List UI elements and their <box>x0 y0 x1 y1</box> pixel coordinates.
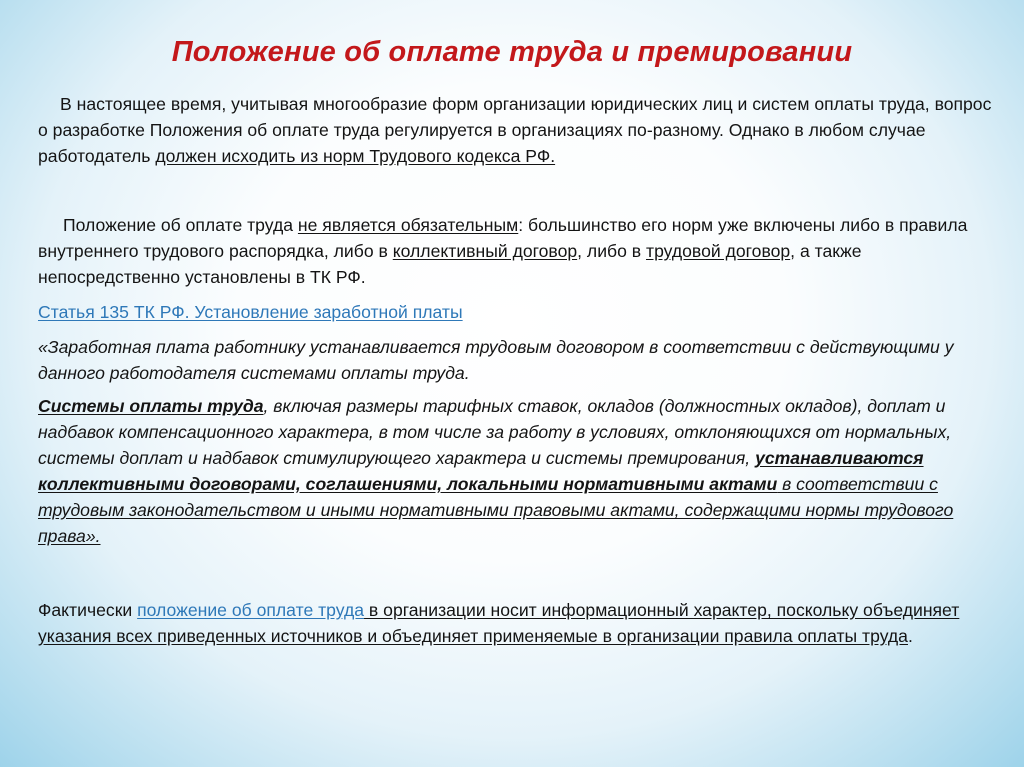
quote-salary <box>38 334 998 386</box>
paragraph-intro <box>38 91 998 169</box>
paragraph-2-text-c: , либо в <box>577 241 647 261</box>
labor-code-underlined: должен исходить из норм Трудового кодекса РФ. <box>155 146 556 166</box>
quote-pay-systems <box>38 393 998 549</box>
paragraph-2-text-d: , а также непосредственно установлены в ТК РФ. <box>38 241 862 287</box>
paragraph-2-text-b: : большинство его норм уже включены либо в правила внутреннего трудового распорядка, либо в <box>38 215 968 261</box>
quote-salary-text: «Заработная плата работнику устанавливается трудовым договором в соответствии с действующими у данного работодателя системами оплаты труда. <box>38 337 954 383</box>
paragraph-3-text-c: . <box>907 626 913 646</box>
paragraph-2-text-a: Положение об оплате труда <box>63 215 298 235</box>
established-by-bold: устанавливаются коллективными договорами, соглашениями, локальными нормативными актами <box>38 448 924 494</box>
quote-2-underlined-c: в соответствии с трудовым законодательством и иными нормативными правовыми актами, содержащими нормы трудового права». <box>38 474 954 546</box>
quote-2-text-a: , включая размеры тарифных ставок, окладов (должностных окладов), доплат и надбавок компенсационного характера, в том числе за работу в условиях, отклоняющихся от нормальных, системы доплат и надбавок стимулирующего характера и системы премирования, <box>38 396 952 468</box>
not-mandatory-underlined: не является обязательным <box>297 215 519 235</box>
article-link-row <box>38 299 998 325</box>
collective-agreement-underlined: коллективный договор <box>392 241 578 261</box>
pay-systems-bold: Системы оплаты труда <box>38 396 264 416</box>
article-135-link[interactable]: Статья 135 ТК РФ. Установление заработной платы <box>38 302 463 322</box>
paragraph-conclusion <box>38 597 998 649</box>
paragraph-intro-text: В настоящее время, учитывая многообразие форм организации юридических лиц и систем оплаты труда, вопрос о разработке Положения об оплате труда регулируется в организациях по-разному. Однако в любом случае работодатель <box>38 94 992 166</box>
labor-contract-underlined: трудовой договор <box>646 241 791 261</box>
paragraph-not-mandatory <box>38 212 998 290</box>
paragraph-3-text-a: Фактически <box>38 600 138 620</box>
pay-regulation-link[interactable]: положение об оплате труда <box>137 600 365 620</box>
slide-title: Положение об оплате труда и премировании <box>171 36 853 68</box>
paragraph-3-underlined: в организации носит информационный характер, поскольку объединяет указания всех приведенных источников и объединяет применяемые в организации правила оплаты труда <box>38 600 960 646</box>
